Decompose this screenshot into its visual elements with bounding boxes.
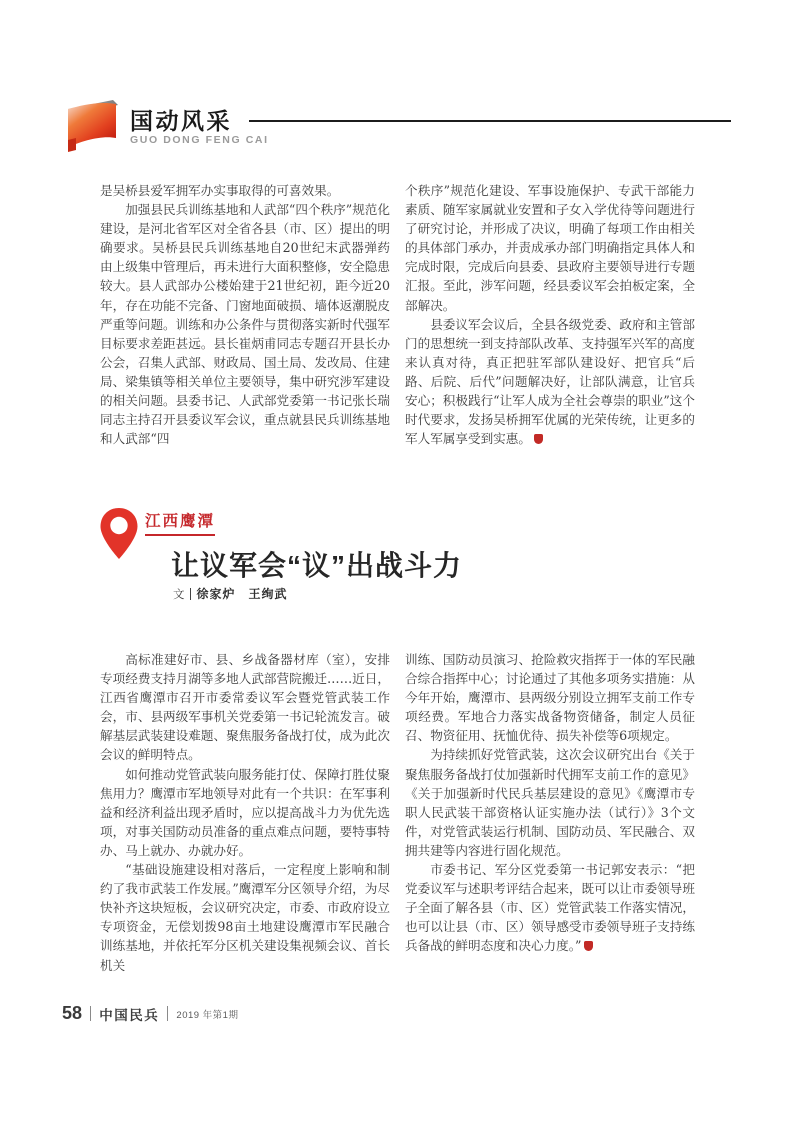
- paragraph: 为持续抓好党管武装，这次会议研究出台《关于聚焦服务备战打仗加强新时代拥军支前工作的意见》《关于加强新时代民兵基层建设的意见》《鹰潭市专职人民武装干部资格认证实施办法（试行）》3个文件，对党管武装运行机制、国防动员、军民融合、双拥共建等内容进行固化规范。: [405, 747, 695, 858]
- paragraph: 高标准建好市、县、乡战备器材库（室），安排专项经费支持月湖等多地人武部营院搬迁……近日，江西省鹰潭市召开市委常委议军会暨党管武装工作会，市、县两级军事机关党委第一书记轮流发言。破解基层武装建设难题、聚焦服务备战打仗，成为此次会议的鲜明特点。: [100, 652, 390, 763]
- article-title: 让议军会“议”出战斗力: [171, 550, 463, 581]
- paragraph: 县委议军会议后，全县各级党委、政府和主管部门的思想统一到支持部队改革、支持强军兴军的高度来认真对待，真正把驻军部队建设好、把官兵“后路、后院、后代”问题解决好，让部队满意，让官兵安心；积极践行“让军人成为全社会尊崇的职业”这个时代要求，发扬吴桥拥军优属的光荣传统，让更多的军人军属享受到实惠。: [405, 316, 695, 447]
- article1-columns: [100, 181, 695, 448]
- byline: [173, 585, 288, 602]
- section-title: 国动风采: [130, 108, 232, 134]
- location-label: 江西鹰潭: [145, 509, 215, 536]
- issue-label: 2019 年第1期: [176, 1009, 239, 1021]
- page-number: 58: [62, 1003, 83, 1023]
- location-pin-icon: [98, 506, 140, 567]
- magazine-name: 中国民兵: [99, 1007, 160, 1023]
- footer-divider: [167, 1006, 168, 1021]
- article-end-icon: [584, 941, 593, 951]
- paragraph: 加强县民兵训练基地和人武部“四个秩序”规范化建设，是河北省军区对全省各县（市、区）提出的明确要求。吴桥县民兵训练基地自20世纪末武器弹药由上级集中管理后，再未进行大面积整修，安全隐患较大。县人武部办公楼始建于21世纪初，距今近20年，存在功能不完备、门窗地面破损、墙体返潮脱皮严重等问题。训练和办公条件与贯彻落实新时代强军目标要求差距甚远。县长崔炳甫同志专题召开县长办公会，召集人武部、财政局、国土局、发改局、住建局、梁集镇等相关单位主要领导，集中研究涉军建设的相关问题。县委书记、人武部党委第一书记张长瑞同志主持召开县委议军会议，重点就县民兵训练基地和人武部“四: [100, 202, 390, 447]
- page-footer: [62, 1003, 238, 1024]
- article2-right-column: [405, 650, 695, 975]
- header-rule: [249, 120, 731, 122]
- footer-divider: [90, 1006, 91, 1021]
- article1-left-column: [100, 181, 390, 448]
- article1-right-column: [405, 181, 695, 448]
- article2-left-column: [100, 650, 390, 975]
- paragraph: 个秩序”规范化建设、军事设施保护、专武干部能力素质、随军家属就业安置和子女入学优待等问题进行了研究讨论，并形成了决议，明确了每项工作由相关的具体部门承办，并责成承办部门明确指定具体人和完成时限，完成后向县委、县政府主要领导进行专题汇报。至此，涉军问题，经县委议军会拍板定案，全部解决。: [405, 183, 695, 313]
- paragraph: 市委书记、军分区党委第一书记郭安表示：“把党委议军与述职考评结合起来，既可以让市委领导班子全面了解各县（市、区）党管武装工作落实情况，也可以让县（市、区）领导感受市委领导班子支持练兵备战的鲜明态度和决心力度。”: [405, 862, 695, 954]
- paragraph: “基础设施建设相对落后，一定程度上影响和制约了我市武装工作发展。”鹰潭军分区领导介绍，为尽快补齐这块短板，会议研究决定，市委、市政府设立专项资金，无偿划拨98亩土地建设鹰潭市军民融合训练基地，并依托军分区机关建设集视频会议、首长机关: [100, 862, 390, 973]
- byline-prefix: 文: [173, 589, 185, 601]
- section-subtitle: GUO DONG FENG CAI: [130, 134, 269, 146]
- article2-columns: [100, 650, 695, 975]
- byline-authors: 徐家炉 王绚武: [196, 587, 288, 601]
- paragraph: 如何推动党管武装向服务能打仗、保障打胜仗聚焦用力？鹰潭市军地领导对此有一个共识：在军事利益和经济利益出现矛盾时，应以提高战斗力为优先选项，对事关国防动员准备的重点难点问题，要特事特办、马上就办、办就办好。: [100, 766, 390, 858]
- paragraph: 是吴桥县爱军拥军办实事取得的可喜效果。: [100, 183, 340, 198]
- flag-icon: [64, 96, 124, 159]
- byline-divider: [190, 588, 191, 600]
- article-end-icon: [534, 434, 543, 444]
- paragraph: 训练、国防动员演习、抢险救灾指挥于一体的军民融合综合指挥中心；讨论通过了其他多项务实措施：从今年开始，鹰潭市、县两级分别设立拥军支前工作专项经费。军地合力落实战备物资储备，制定人员征召、物资征用、抚恤优待、损失补偿等6项规定。: [405, 652, 695, 744]
